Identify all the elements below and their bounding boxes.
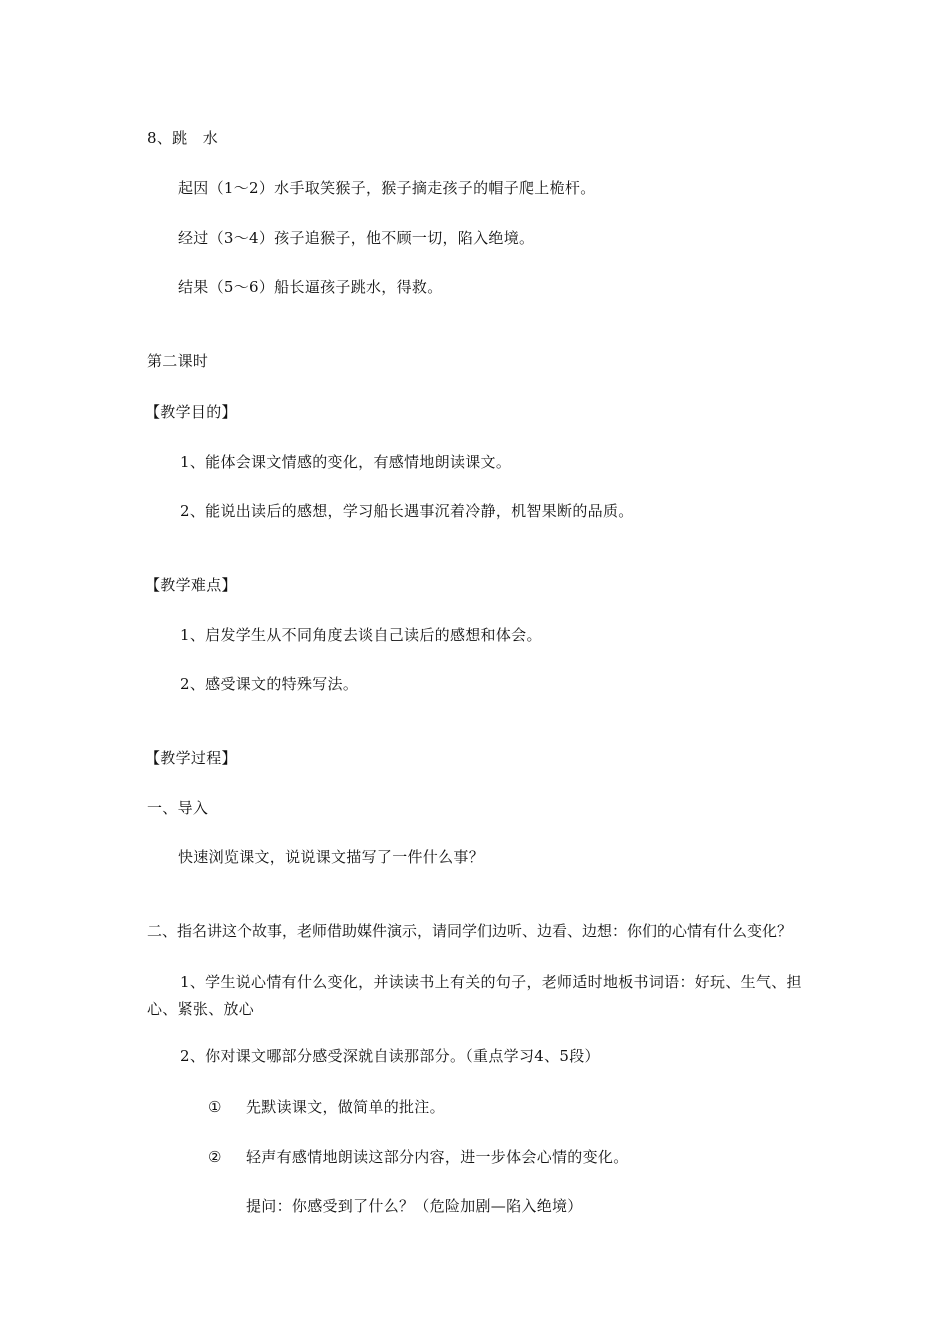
difficulty-item-2: 2、感受课文的特殊写法。 bbox=[180, 675, 359, 693]
question-text: 提问：你感受到了什么？（危险加剧—陷入绝境） bbox=[246, 1197, 583, 1215]
difficulty-item-1: 1、启发学生从不同角度去谈自己读后的感想和体会。 bbox=[180, 626, 542, 644]
sub-step-1 bbox=[208, 1097, 445, 1117]
structure-cause: 起因（1～2）水手取笑猴子，猴子摘走孩子的帽子爬上桅杆。 bbox=[178, 179, 596, 197]
process-heading: 【教学过程】 bbox=[145, 749, 237, 767]
structure-process: 经过（3～4）孩子追猴子，他不顾一切，陷入绝境。 bbox=[178, 229, 535, 247]
goals-heading: 【教学目的】 bbox=[145, 403, 237, 421]
step1-title: 一、导入 bbox=[147, 799, 209, 817]
sub-step-1-text: 先默读课文，做简单的批注。 bbox=[246, 1098, 445, 1116]
step2-item-2: 2、你对课文哪部分感受深就自读那部分。（重点学习4、5段） bbox=[180, 1047, 600, 1065]
goal-item-2: 2、能说出读后的感想，学习船长遇事沉着冷静，机智果断的品质。 bbox=[180, 502, 634, 520]
lesson-title: 8、跳 水 bbox=[147, 129, 219, 147]
goal-item-1: 1、能体会课文情感的变化，有感情地朗读课文。 bbox=[180, 453, 512, 471]
structure-result: 结果（5～6）船长逼孩子跳水，得救。 bbox=[178, 278, 443, 296]
period-title: 第二课时 bbox=[147, 352, 209, 370]
step2-item-1: 1、学生说心情有什么变化，并读读书上有关的句子，老师适时地板书词语：好玩、生气、担心、紧张、放心 bbox=[147, 973, 802, 1018]
sub-step-2 bbox=[208, 1147, 629, 1167]
sub-step-2-marker: ② bbox=[208, 1148, 222, 1166]
step1-text: 快速浏览课文，说说课文描写了一件什么事？ bbox=[178, 848, 485, 866]
sub-step-1-marker: ① bbox=[208, 1098, 222, 1116]
step2-title: 二、指名讲这个故事，老师借助媒件演示，请同学们边听、边看、边想：你们的心情有什么变化？ bbox=[147, 922, 793, 940]
difficulties-heading: 【教学难点】 bbox=[145, 576, 237, 594]
sub-step-2-text: 轻声有感情地朗读这部分内容，进一步体会心情的变化。 bbox=[246, 1148, 629, 1166]
